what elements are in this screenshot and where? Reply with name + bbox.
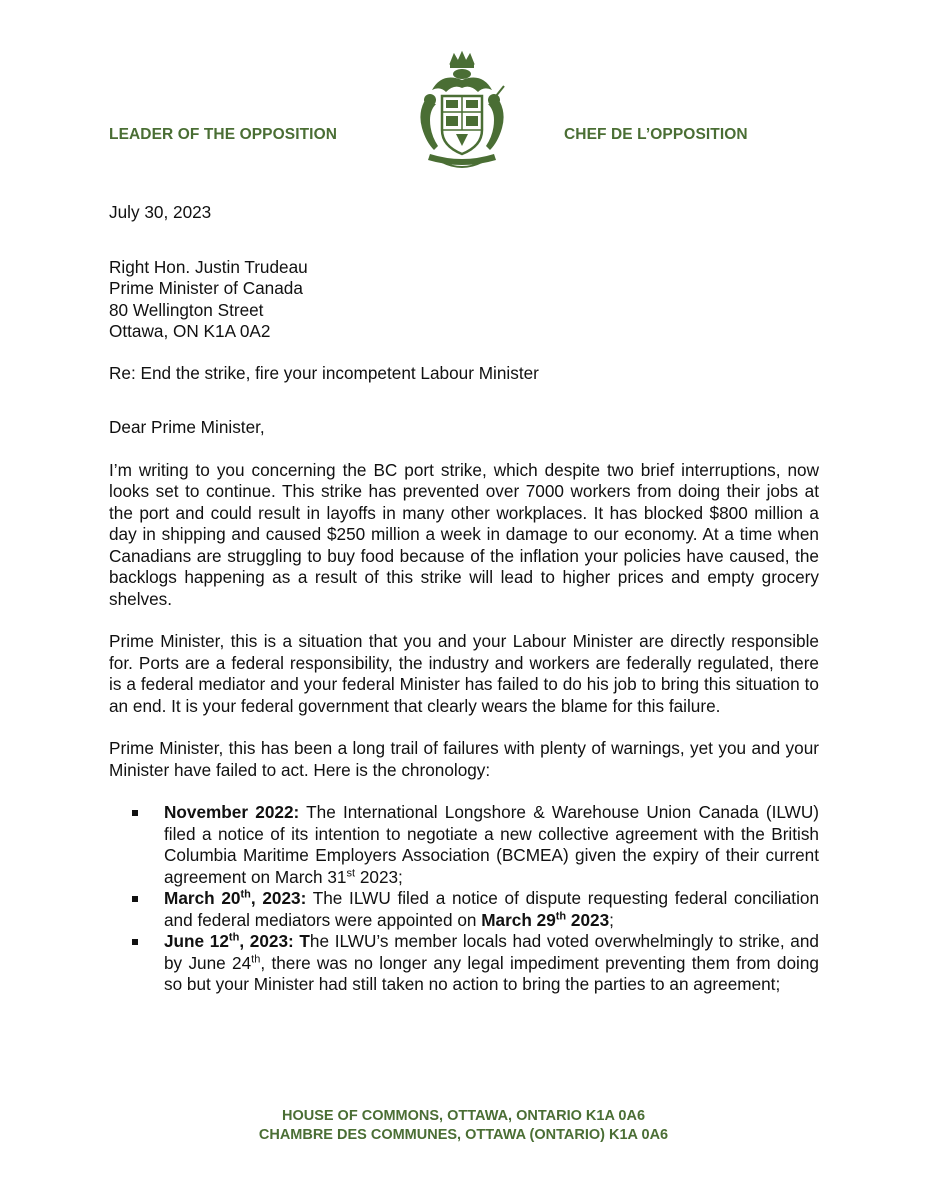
footer-line-french: CHAMBRE DES COMMUNES, OTTAWA (ONTARIO) K1A 0A6 xyxy=(258,1127,669,1143)
recipient-name: Right Hon. Justin Trudeau xyxy=(109,256,308,277)
chronology-text: he ILWU’s member locals had voted overwhelmingly to strike, and by June 24 xyxy=(164,931,819,973)
letter-body xyxy=(109,202,819,996)
recipient-city: Ottawa, ON K1A 0A2 xyxy=(109,321,271,341)
recipient-street: 80 Wellington Street xyxy=(109,299,264,320)
footer-address xyxy=(0,1107,927,1145)
paragraph: Prime Minister, this is a situation that you and your Labour Minister are directly responsible for. Ports are a federal responsibility, the industry and workers are federally regulated, there is a federal mediator and your federal Minister has failed to do his job to bring this situation to an end. It is your federal government that clearly wears the blame for this failure. xyxy=(109,631,819,716)
mediator-date: March 29th 2023 xyxy=(481,909,610,930)
chronology-item xyxy=(109,931,819,996)
chronology-text: The ILWU filed a notice of dispute requesting federal conciliation and federal mediators were appointed on xyxy=(164,888,820,930)
square-bullet-icon xyxy=(132,810,138,816)
letter-subject: Re: End the strike, fire your incompetent Labour Minister xyxy=(109,362,539,383)
salutation: Dear Prime Minister, xyxy=(109,417,265,437)
chronology-date: March 20th, 2023: xyxy=(164,888,307,908)
recipient-title: Prime Minister of Canada xyxy=(109,278,303,298)
chef-de-opposition-title: CHEF DE L’OPPOSITION xyxy=(564,126,748,143)
ordinal-suffix: th xyxy=(251,952,261,965)
chronology-text: 2023; xyxy=(355,866,403,887)
chronology-text: ; xyxy=(609,909,614,930)
recipient-address xyxy=(109,257,819,343)
chronology-item xyxy=(109,888,819,931)
letter-date: July 30, 2023 xyxy=(109,202,212,222)
footer-line-english: HOUSE OF COMMONS, OTTAWA, ONTARIO K1A 0A6 xyxy=(281,1108,646,1124)
leader-of-opposition-title: LEADER OF THE OPPOSITION xyxy=(109,126,338,143)
paragraph: Prime Minister, this has been a long trail of failures with plenty of warnings, yet you and your Minister have failed to act. Here is the chronology: xyxy=(109,738,819,780)
square-bullet-icon xyxy=(132,939,138,945)
coat-of-arms-icon xyxy=(412,50,512,172)
chronology-text: , there was no longer any legal impediment preventing them from doing so but your Minister had still taken no action to bring the parties to an agreement; xyxy=(164,952,819,994)
chronology-date: November 2022: xyxy=(164,802,300,822)
chronology-list xyxy=(109,802,819,996)
square-bullet-icon xyxy=(132,896,138,902)
chronology-item xyxy=(109,802,819,888)
chronology-date: June 12th, 2023: T xyxy=(164,931,310,951)
paragraph: I’m writing to you concerning the BC port strike, which despite two brief interruptions, now looks set to continue. This strike has prevented over 7000 workers from doing their jobs at the port and could result in layoffs in many other workplaces. It has blocked $800 million a day in shipping and caused $250 million a week in damage to our economy. At a time when Canadians are struggling to buy food because of the inflation your policies have caused, the backlogs happening as a result of this strike will lead to higher prices and empty grocery shelves. xyxy=(109,459,819,609)
chronology-text: The International Longshore & Warehouse Union Canada (ILWU) filed a notice of its intention to negotiate a new collective agreement with the British Columbia Maritime Employers Association (BCMEA) given the expiry of their current agreement on March 31 xyxy=(164,802,820,887)
ordinal-suffix: st xyxy=(346,866,356,879)
